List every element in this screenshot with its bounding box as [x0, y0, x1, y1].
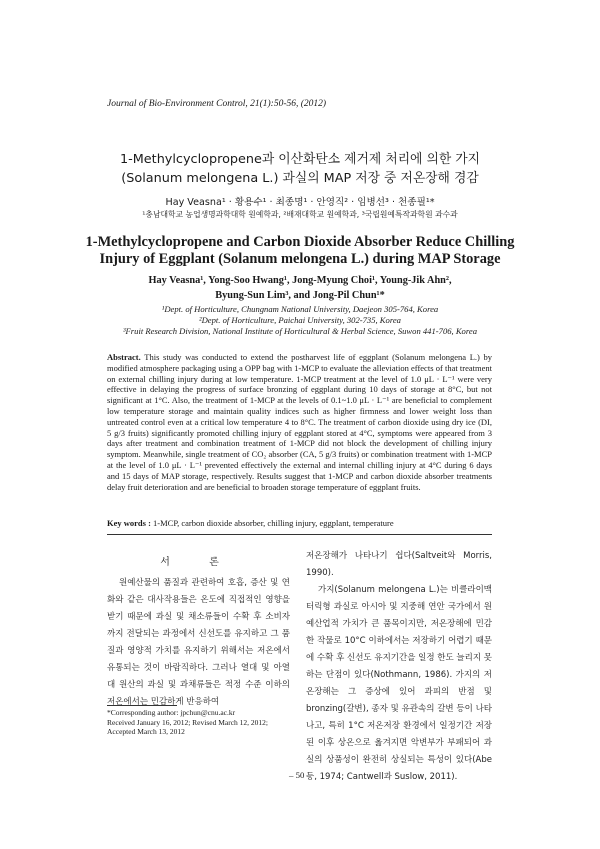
korean-affiliations: ¹충남대학교 농업생명과학대학 원예학과, ²배재대학교 원예학과, ³국립원예특작과학원 과수과: [142, 210, 458, 219]
affiliation-2: ²Dept. of Horticulture, Paichai University, 302-735, Korea: [199, 315, 401, 325]
english-authors-line-1: Hay Veasna¹, Yong-Soo Hwang¹, Jong-Myung Choi¹, Young-Jik Ahn²,: [148, 275, 452, 286]
korean-title-line-2: (Solanum melongena L.) 과실의 MAP 저장 중 저온장해 경감: [121, 171, 479, 186]
affiliation-3: ³Fruit Research Division, National Institute of Horticultural & Herbal Science, Suwon 441-706, Korea: [122, 326, 477, 336]
korean-authors: Hay Veasna¹ · 황용수¹ · 최종명¹ · 안영직² · 임병선³ · 천종필¹*: [165, 197, 435, 208]
footnote-divider: [107, 705, 177, 706]
right-column: [306, 548, 492, 786]
page-number: – 50 –: [289, 770, 311, 780]
footnote-corresponding: *Corresponding author: jpchun@cnu.ac.kr: [107, 708, 236, 717]
korean-title-line-1: 1-Methylcyclopropene과 이산화탄소 제거제 처리에 의한 가지: [120, 152, 480, 167]
keywords-text: 1-MCP, carbon dioxide absorber, chilling injury, eggplant, temperature: [153, 518, 394, 528]
footnote: [107, 708, 297, 737]
english-title-line-1: 1-Methylcyclopropene and Carbon Dioxide Absorber Reduce Chilling: [85, 234, 515, 250]
english-title-line-2: Injury of Eggplant (Solanum melongena L.) during MAP Storage: [99, 251, 501, 267]
keywords-label: Key words :: [107, 518, 151, 528]
english-authors-line-2: Byung-Sun Lim³, and Jong-Pil Chun¹*: [215, 290, 385, 301]
footnote-received: Received January 16, 2012; Revised March 12, 2012;: [107, 717, 269, 727]
abstract-label: Abstract.: [107, 352, 141, 362]
paragraph: 원예산물의 품질과 관련하여 호흡, 증산 및 연화와 같은 대사작용들은 온도에 직접적인 영향을 받기 때문에 과실 및 채소류들이 수확 후 소비자까지 전달되는 과정에서 신선도를 유지하고 그 품질과 영양적 가치를 유지하기 위해서는 저온에서 유통되는 것이 바람직하다. 그러나 열대 및 아열대 원산의 과실 및 과채류들은 적정 수준 이하의 저온에서는 민감하게 반응하여: [107, 578, 290, 707]
paragraph: 가지(Solanum melongena L.)는 비클라이맥터릭형 과실로 아시아 및 지중해 연안 국가에서 원예산업적 가치가 큰 품목이지만, 저온장해에 민감한 작물로 10°C 이하에서는 저장하기 어렵기 때문에 수확 후 신선도 유지기간을 일정 한도 늘리지 못하는 단점이 있다(Nothmann, 1986). 가지의 저온장해는 그 증상에 있어 과피의 반점 및 bronzing(갈변), 종자 및 유관속의 갈변 등이 나타나고, 특히 1°C 저온저장 환경에서 일정기간 저장된 이후 상온으로 옮겨지면 악변부가 부패되어 과실의 상품성이 완전히 상실되는 특성이 있다(Abe 등, 1974; Cantwell과 Suslow, 2011).: [306, 585, 492, 782]
affiliation-1: ¹Dept. of Horticulture, Chungnam National University, Daejeon 305-764, Korea: [161, 304, 439, 314]
paragraph: 저온장해가 나타나기 쉽다(Saltveit와 Morris, 1990).: [306, 551, 492, 578]
section-title-introduction: 서 론: [160, 557, 237, 568]
abstract-text: This study was conducted to extend the postharvest life of eggplant (Solanum melongena L.) by modified atmosphere packaging using a OPP bag with 1-MCP to evaluate the alleviation effects of that treatment on external chilling injury during at low temperature. 1-MCP treatment at the level of 1.0 μL · L⁻¹ were very effective in delaying the progress of surface bronzing of eggplant during 10 days of storage at 8°C, but not significant at 1°C. Also, the treatment of 1-MCP at the levels of 0.1~1.0 μL · L⁻¹ are beneficial to complement low temperature storage and maintain quality indices such as higher firmness and lower weight loss than untreated control even at a critical low temperature 4 to 8°C. The treatment of carbon dioxide using dry ice (DI, 5 g/3 fruits) significantly promoted chilling injury of eggplant stored at 4°C, symptoms were appeared from 3 days after treatment and combination treatment of 1-MCP did not block the development of chilling injury symptom. Meanwhile, single treatment of CO₂ absorber (CA, 5 g/3 fruits) or combination treatment with 1-MCP at the level of 1.0 μL · L⁻¹ prevented effectively the external and internal chilling injury at 4°C during 6 days and 15 days of MAP storage, respectively. Results suggest that 1-MCP and carbon dioxide absorber treatments delay fruit deterioration and are beneficial to broaden storage temperature of eggplant fruits.: [107, 352, 492, 492]
journal-citation: Journal of Bio-Environment Control, 21(1):50-56, (2012): [107, 99, 327, 109]
left-column: [107, 575, 290, 711]
abstract: [107, 352, 492, 492]
footnote-accepted: Accepted March 13, 2012: [107, 727, 185, 736]
keywords: [107, 518, 492, 528]
divider: [107, 534, 492, 535]
